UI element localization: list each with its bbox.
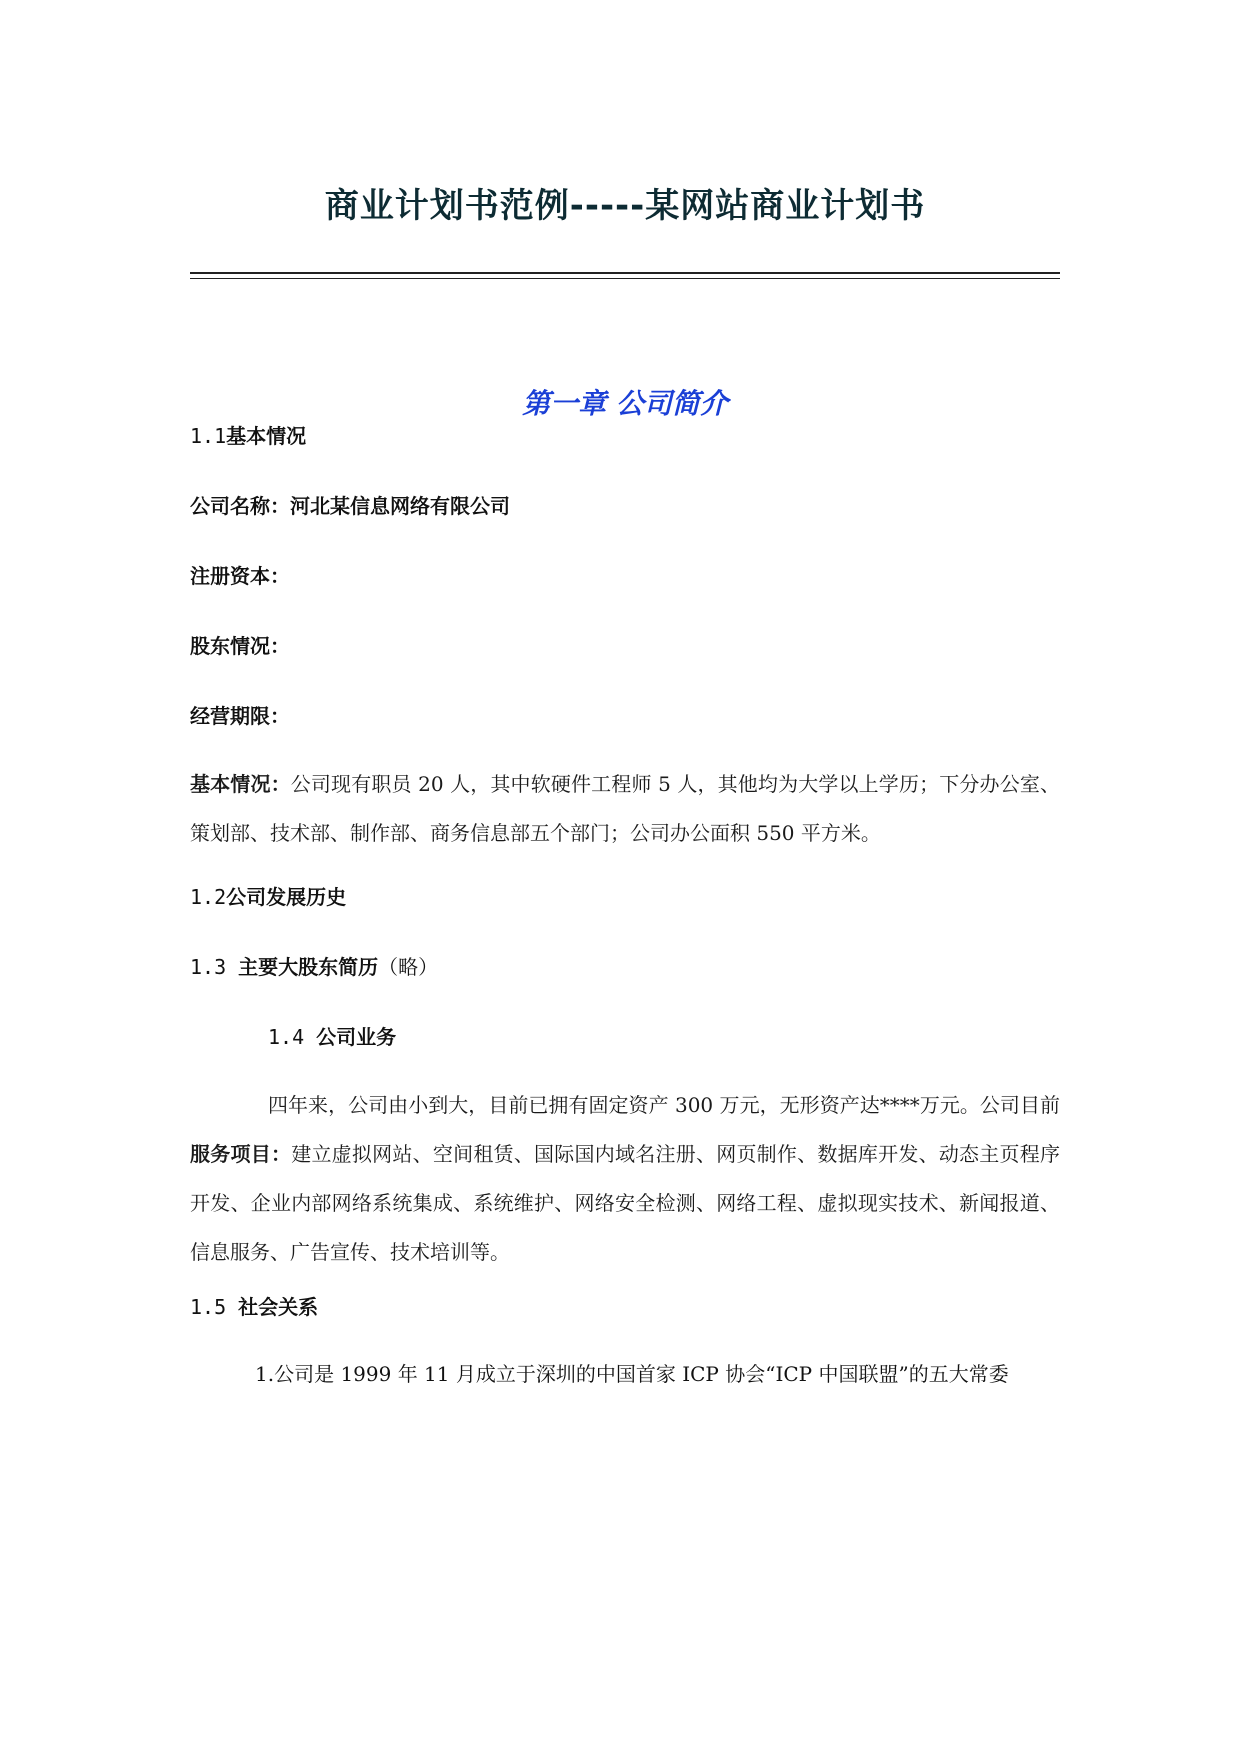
company-name-label: 公司名称：: [190, 494, 290, 518]
shareholders-row: [190, 632, 290, 660]
social-item-1: [255, 1360, 1060, 1388]
section-number: 1.4: [268, 1025, 317, 1049]
basic-info-text: 公司现有职员 20 人，其中软硬件工程师 5 人，其他均为大学以上学历；下分办公室、策划部、技术部、制作部、商务信息部五个部门；公司办公面积 550 平方米。: [190, 772, 1061, 845]
section-text: 公司业务: [316, 1025, 397, 1049]
document-title: 商业计划书范例-----某网站商业计划书: [324, 186, 926, 226]
section-number: 1.1: [190, 424, 227, 448]
registered-capital-label: 注册资本：: [190, 564, 290, 588]
section-text: 主要大股东简历: [238, 955, 379, 979]
business-paragraph: [190, 1081, 1060, 1277]
section-suffix: （略）: [378, 955, 439, 979]
section-1-3-heading: [190, 953, 438, 981]
basic-info-label: 基本情况：: [190, 772, 291, 796]
business-label: 服务项目：: [190, 1142, 292, 1166]
section-text: 公司发展历史: [226, 885, 347, 909]
section-1-5-heading: [190, 1293, 318, 1321]
operating-period-row: [190, 702, 290, 730]
chapter-title: 第一章 公司简介: [522, 387, 728, 420]
section-1-4-heading: [268, 1023, 396, 1051]
company-name-value: 河北某信息网络有限公司: [290, 494, 510, 518]
title-double-rule: [190, 272, 1060, 279]
operating-period-label: 经营期限：: [190, 704, 290, 728]
section-1-1-heading: [190, 422, 306, 450]
section-number: 1.5: [190, 1295, 239, 1319]
basic-info-paragraph: [190, 760, 1060, 858]
business-text-start: 四年来，公司由小到大，目前已拥有固定资产 300 万元，无形资产达****万元。公司目前: [268, 1093, 1060, 1117]
section-number: 1.3: [190, 955, 239, 979]
section-number: 1.2: [190, 885, 227, 909]
section-1-2-heading: [190, 883, 346, 911]
company-name-row: [190, 492, 510, 520]
registered-capital-row: [190, 562, 290, 590]
section-text: 基本情况: [226, 424, 307, 448]
section-text: 社会关系: [238, 1295, 319, 1319]
shareholders-label: 股东情况：: [190, 634, 290, 658]
social-item-text: 1.公司是 1999 年 11 月成立于深圳的中国首家 ICP 协会“ICP 中国联盟”的五大常委: [255, 1362, 1009, 1386]
business-text-end: 建立虚拟网站、空间租赁、国际国内域名注册、网页制作、数据库开发、动态主页程序开发、企业内部网络系统集成、系统维护、网络安全检测、网络工程、虚拟现实技术、新闻报道、信息服务、广告宣传、技术培训等。: [190, 1142, 1061, 1264]
